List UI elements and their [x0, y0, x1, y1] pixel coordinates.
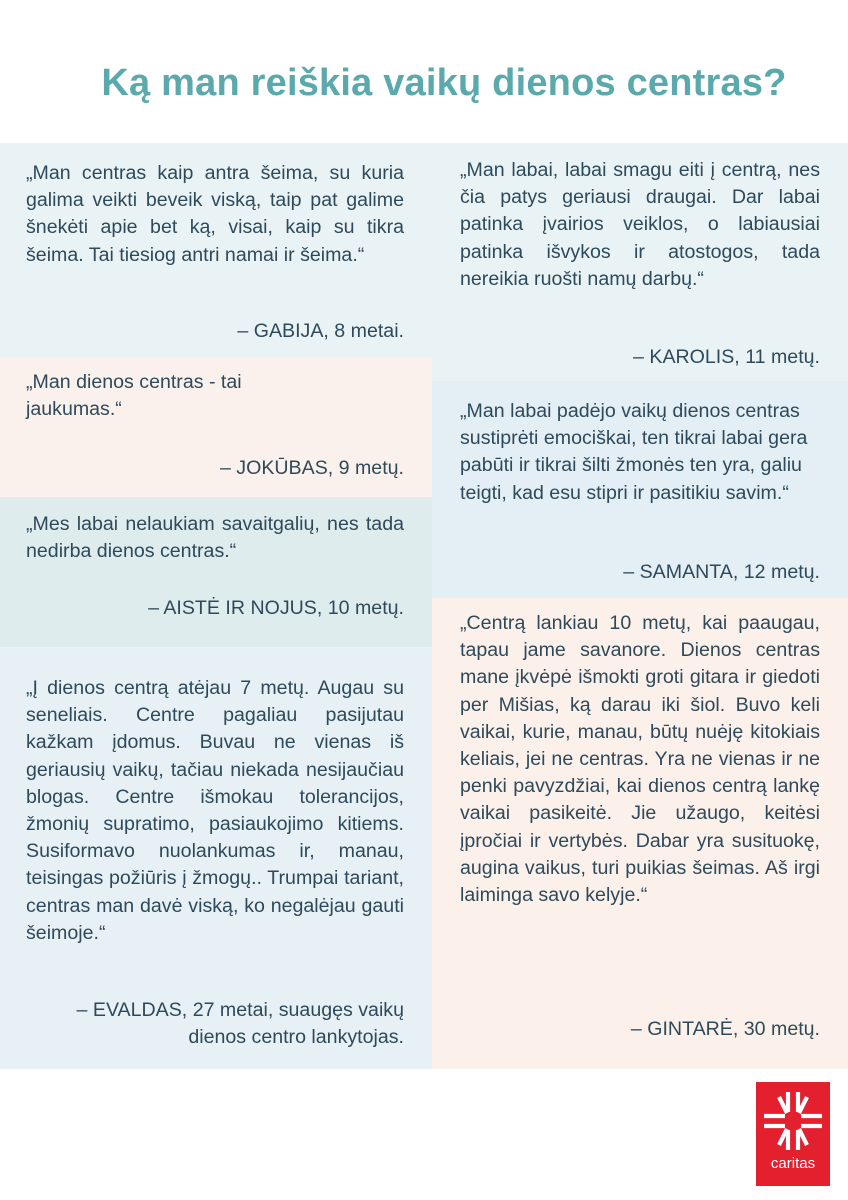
page-title: Ką man reiškia vaikų dienos centras?	[101, 62, 787, 104]
caritas-logo-text: caritas	[770, 1155, 816, 1172]
testimonial-author: – GABIJA, 8 metai.	[237, 320, 404, 342]
testimonial-author: – SAMANTA, 12 metų.	[623, 561, 820, 583]
testimonial-card-evaldas	[0, 647, 432, 1069]
testimonial-author: – EVALDAS, 27 metai, suaugęs vaikų dienos centro lankytojas.	[76, 999, 404, 1048]
testimonial-author: – AISTĖ IR NOJUS, 10 metų.	[148, 597, 404, 619]
testimonial-quote: „Man dienos centras - tai jaukumas.“	[26, 371, 242, 421]
testimonial-card-aiste-nojus	[0, 497, 432, 647]
caritas-logo	[756, 1082, 830, 1186]
testimonial-quote: „Į dienos centrą atėjau 7 metų. Augau su seneliais. Centre pagaliau pasijutau kažkam įdomus. Buvau ne vienas iš geriausių vaikų, tačiau niekada nesijaučiau blogas. Centre išmokau tolerancijos, žmonių supratimo, pasiaukojimo kitiems. Susiformavo nuolankumas ir, manau, teisingas požiūris į žmogų.. Trumpai tariant, centras man davė viską, ko negalėjau gauti šeimoje.“	[26, 677, 404, 944]
testimonial-quote: „Man labai, labai smagu eiti į centrą, nes čia patys geriausi draugai. Dar labai patinka įvairios veiklos, o labiausiai patinka išvykos ir atostogos, tada nereikia ruošti namų darbų.“	[460, 159, 820, 290]
testimonial-author: – JOKŪBAS, 9 metų.	[219, 457, 404, 479]
testimonial-quote: „Man centras kaip antra šeima, su kuria galima veikti beveik viską, taip pat galime šnekėti apie bet ką, visai, kaip su tikra šeima. Tai tiesiog antri namai ir šeima.“	[26, 162, 404, 266]
testimonial-quote: „Mes labai nelaukiam savaitgalių, nes tada nedirba dienos centras.“	[26, 513, 404, 563]
testimonial-card-jokubas	[0, 357, 432, 497]
caritas-cross-icon	[761, 1088, 825, 1154]
testimonial-quote: „Man labai padėjo vaikų dienos centras sustiprėti emociškai, ten tikrai labai gera pabūti ir tikrai šilti žmonės ten yra, galiu teigti, kad esu stipri ir pasitikiu savim.“	[460, 400, 808, 504]
testimonial-card-gintare	[432, 598, 848, 1069]
testimonial-quote: „Centrą lankiau 10 metų, kai paaugau, tapau jame savanore. Dienos centras mane įkvėpė išmokti groti gitara ir giedoti per Mišias, ką darau iki šiol. Buvo keli vaikai, kurie, manau, būtų nuėję kitokiais keliais, jei ne centras. Yra ne vienas ir ne penki pavyzdžiai, kai dienos centrą lankę vaikai pasikeitė. Jie užaugo, keitėsi įpročiai ir vertybės. Dabar yra susituokę, augina vaikus, turi puikias šeimas. Aš irgi laiminga savo kelyje.“	[460, 612, 820, 907]
testimonial-card-gabija	[0, 143, 432, 357]
testimonial-author: – GINTARĖ, 30 metų.	[630, 1018, 820, 1040]
testimonial-author: – KAROLIS, 11 metų.	[633, 346, 820, 368]
testimonial-card-samanta	[432, 381, 848, 598]
testimonial-card-karolis	[432, 143, 848, 381]
